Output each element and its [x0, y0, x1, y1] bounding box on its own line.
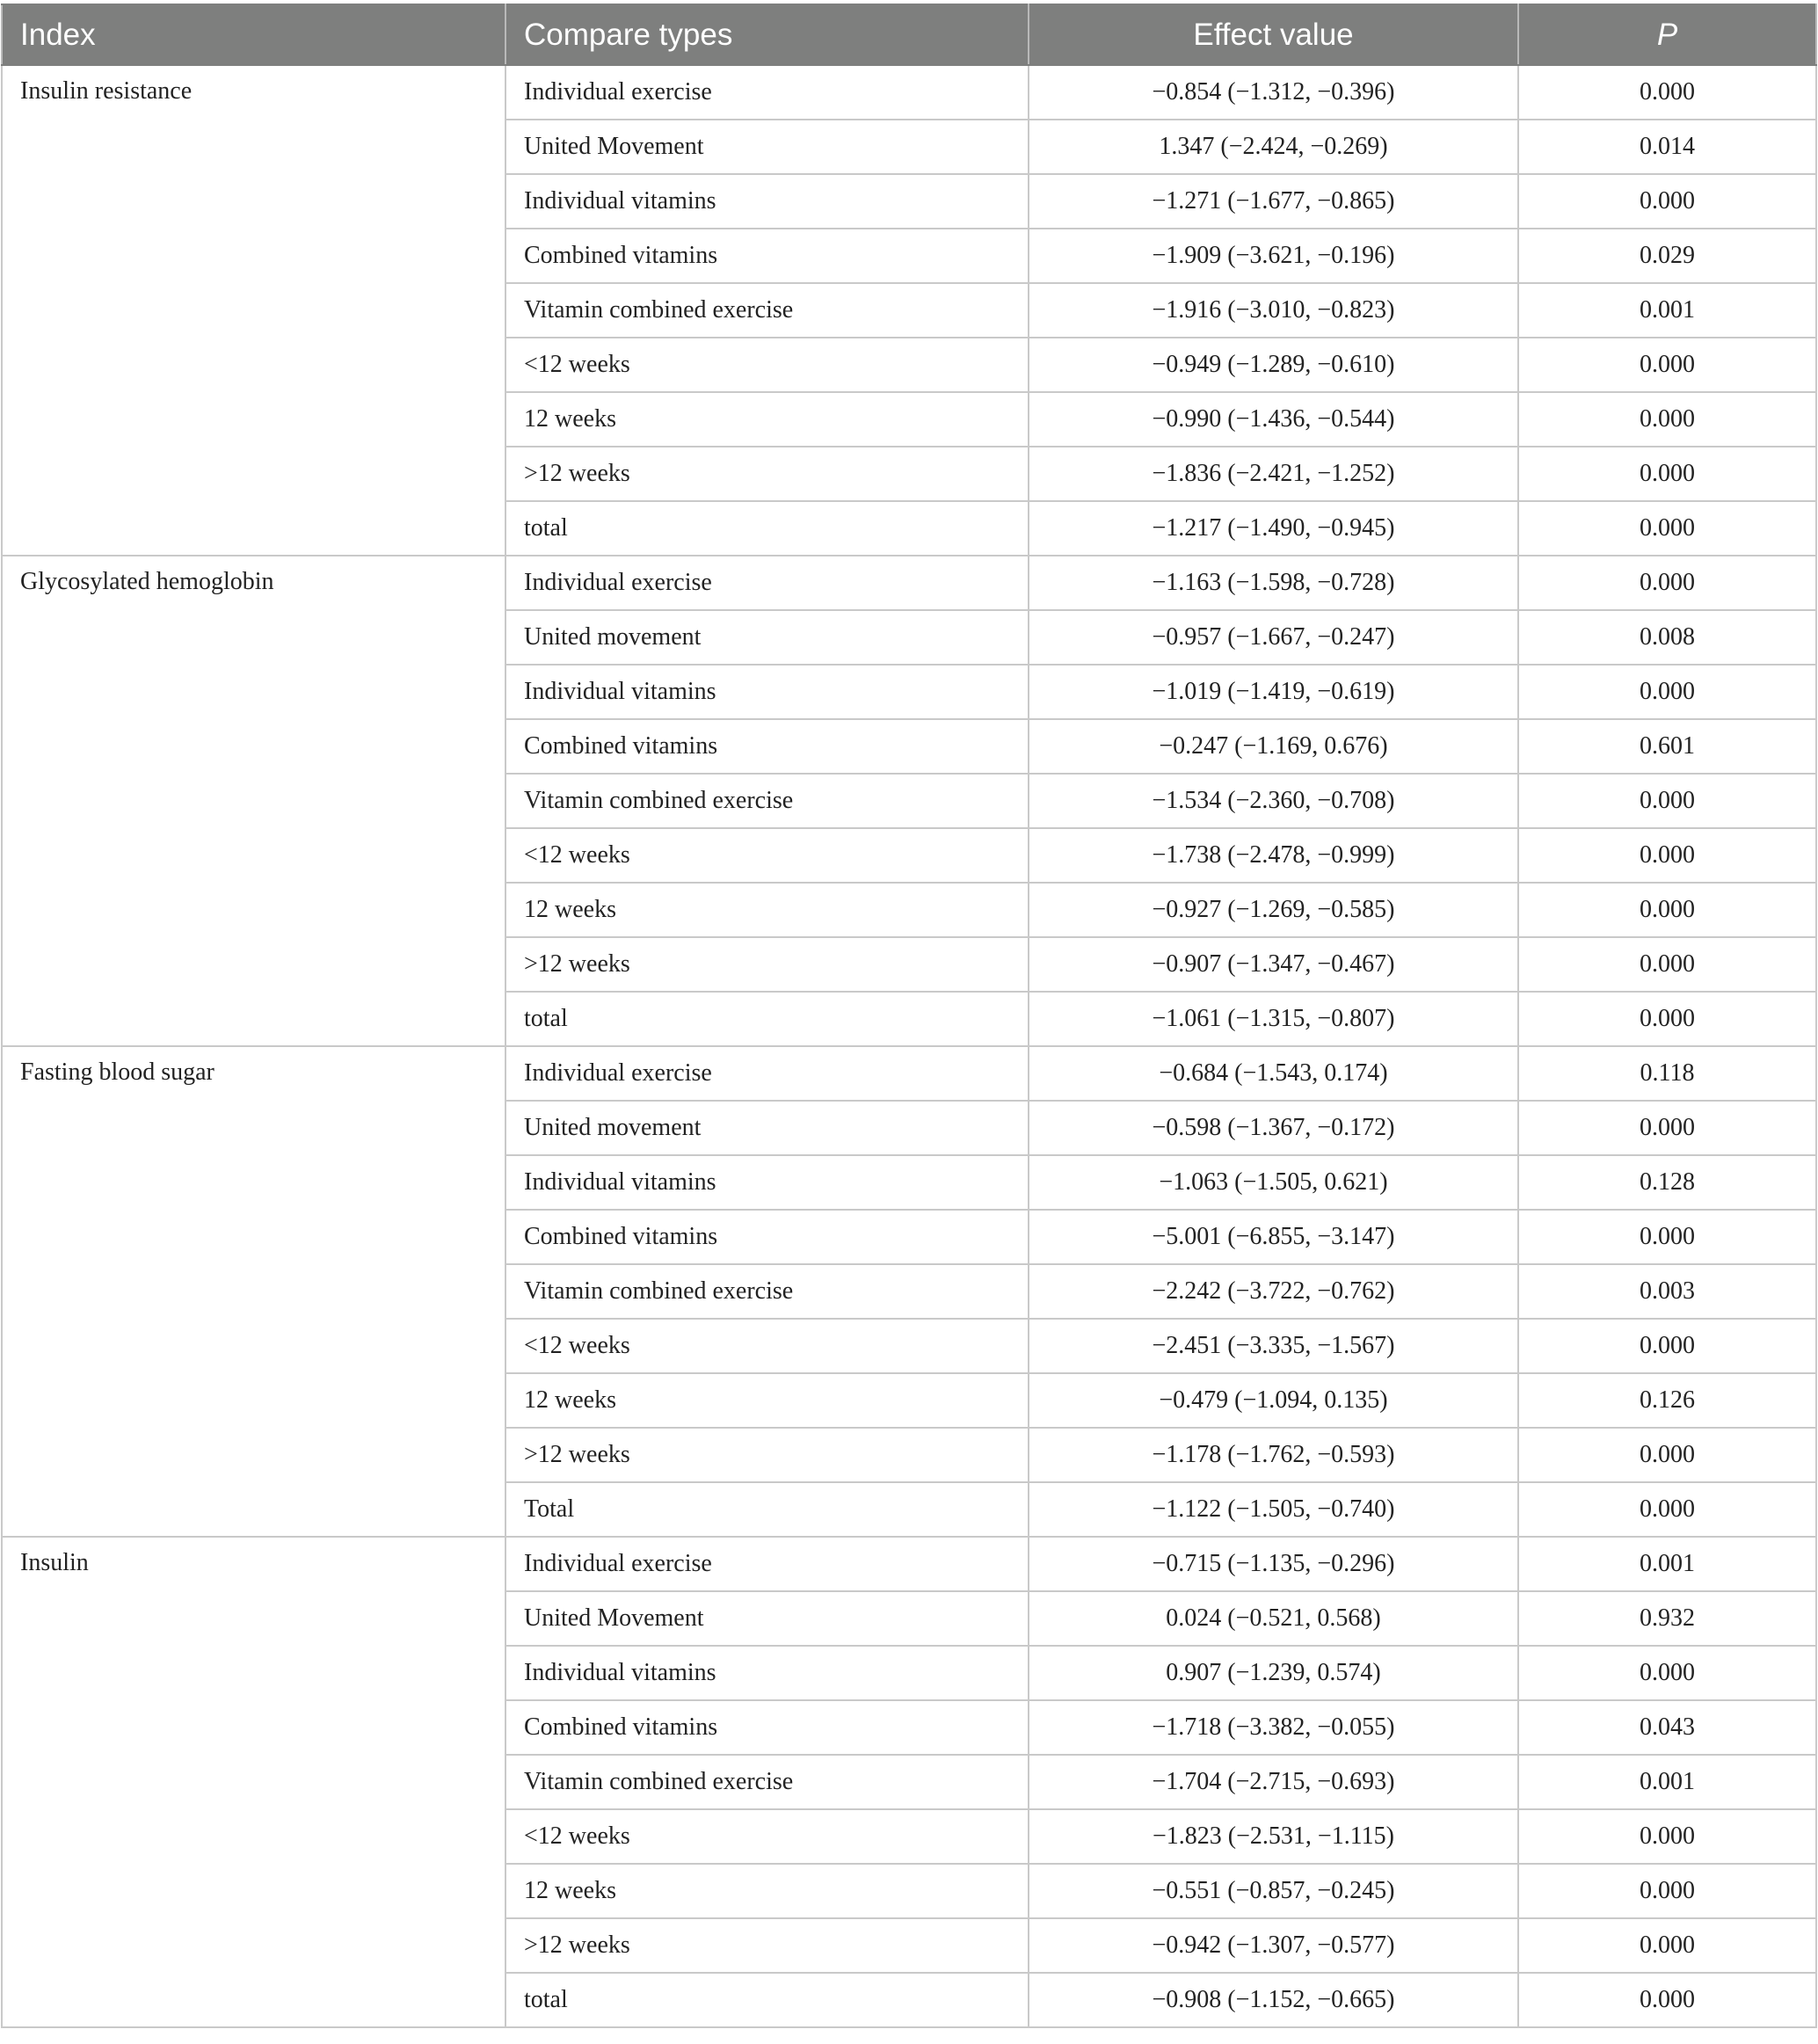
compare-type-cell: >12 weeks — [505, 937, 1029, 992]
p-value-cell: 0.000 — [1518, 556, 1816, 610]
compare-type-cell: 12 weeks — [505, 1373, 1029, 1428]
compare-type-cell: Vitamin combined exercise — [505, 1755, 1029, 1809]
p-value-cell: 0.001 — [1518, 1537, 1816, 1591]
compare-type-cell: Vitamin combined exercise — [505, 1264, 1029, 1319]
effect-value-cell: −0.949 (−1.289, −0.610) — [1029, 338, 1518, 392]
compare-type-cell: Combined vitamins — [505, 1210, 1029, 1264]
table-header — [2, 4, 1816, 65]
effect-value-cell: −0.715 (−1.135, −0.296) — [1029, 1537, 1518, 1591]
p-value-cell: 0.932 — [1518, 1591, 1816, 1646]
compare-type-cell: Individual vitamins — [505, 1155, 1029, 1210]
p-value-cell: 0.000 — [1518, 774, 1816, 828]
p-value-cell: 0.000 — [1518, 338, 1816, 392]
p-value-cell: 0.000 — [1518, 937, 1816, 992]
p-value-cell: 0.000 — [1518, 665, 1816, 719]
compare-type-cell: <12 weeks — [505, 1319, 1029, 1373]
effect-value-cell: −0.854 (−1.312, −0.396) — [1029, 65, 1518, 120]
effect-value-cell: −0.907 (−1.347, −0.467) — [1029, 937, 1518, 992]
compare-type-cell: >12 weeks — [505, 447, 1029, 501]
effect-value-cell: −1.738 (−2.478, −0.999) — [1029, 828, 1518, 883]
compare-type-cell: Individual vitamins — [505, 665, 1029, 719]
compare-type-cell: Individual vitamins — [505, 1646, 1029, 1700]
effect-value-cell: −2.451 (−3.335, −1.567) — [1029, 1319, 1518, 1373]
compare-type-cell: Combined vitamins — [505, 229, 1029, 283]
compare-type-cell: Vitamin combined exercise — [505, 283, 1029, 338]
effect-value-cell: −0.908 (−1.152, −0.665) — [1029, 1973, 1518, 2027]
compare-type-cell: Individual vitamins — [505, 174, 1029, 229]
compare-type-cell: >12 weeks — [505, 1428, 1029, 1482]
effect-value-cell: 1.347 (−2.424, −0.269) — [1029, 120, 1518, 174]
effect-value-cell: −1.534 (−2.360, −0.708) — [1029, 774, 1518, 828]
p-value-cell: 0.000 — [1518, 1319, 1816, 1373]
compare-type-cell: Individual exercise — [505, 1046, 1029, 1101]
effect-value-cell: −1.909 (−3.621, −0.196) — [1029, 229, 1518, 283]
effect-value-cell: −1.178 (−1.762, −0.593) — [1029, 1428, 1518, 1482]
compare-type-cell: <12 weeks — [505, 1809, 1029, 1864]
table-body — [2, 65, 1816, 2027]
compare-type-cell: <12 weeks — [505, 828, 1029, 883]
effect-value-cell: 0.907 (−1.239, 0.574) — [1029, 1646, 1518, 1700]
effect-value-cell: 0.024 (−0.521, 0.568) — [1029, 1591, 1518, 1646]
effect-value-cell: −5.001 (−6.855, −3.147) — [1029, 1210, 1518, 1264]
compare-type-cell: United Movement — [505, 120, 1029, 174]
compare-type-cell: Vitamin combined exercise — [505, 774, 1029, 828]
p-value-cell: 0.000 — [1518, 828, 1816, 883]
p-value-cell: 0.126 — [1518, 1373, 1816, 1428]
p-value-cell: 0.118 — [1518, 1046, 1816, 1101]
effect-value-cell: −1.823 (−2.531, −1.115) — [1029, 1809, 1518, 1864]
compare-type-cell: total — [505, 1973, 1029, 2027]
table-row — [2, 1046, 1816, 1101]
p-value-cell: 0.000 — [1518, 1428, 1816, 1482]
compare-type-cell: 12 weeks — [505, 883, 1029, 937]
effect-value-cell: −0.942 (−1.307, −0.577) — [1029, 1918, 1518, 1973]
effect-value-cell: −1.217 (−1.490, −0.945) — [1029, 501, 1518, 556]
effect-value-cell: −1.163 (−1.598, −0.728) — [1029, 556, 1518, 610]
header-effect-value: Effect value — [1029, 4, 1518, 65]
index-cell: Fasting blood sugar — [2, 1046, 505, 1537]
compare-type-cell: Total — [505, 1482, 1029, 1537]
compare-type-cell: Combined vitamins — [505, 719, 1029, 774]
compare-type-cell: United Movement — [505, 1591, 1029, 1646]
compare-type-cell: <12 weeks — [505, 338, 1029, 392]
p-value-cell: 0.000 — [1518, 174, 1816, 229]
effect-value-cell: −1.122 (−1.505, −0.740) — [1029, 1482, 1518, 1537]
table-row — [2, 556, 1816, 610]
p-value-cell: 0.000 — [1518, 65, 1816, 120]
compare-type-cell: United movement — [505, 1101, 1029, 1155]
compare-type-cell: Combined vitamins — [505, 1700, 1029, 1755]
effect-value-cell: −0.247 (−1.169, 0.676) — [1029, 719, 1518, 774]
p-value-cell: 0.000 — [1518, 447, 1816, 501]
p-value-cell: 0.001 — [1518, 283, 1816, 338]
effect-value-cell: −1.019 (−1.419, −0.619) — [1029, 665, 1518, 719]
effect-value-cell: −0.479 (−1.094, 0.135) — [1029, 1373, 1518, 1428]
effect-value-cell: −0.990 (−1.436, −0.544) — [1029, 392, 1518, 447]
compare-type-cell: 12 weeks — [505, 392, 1029, 447]
effect-value-cell: −0.957 (−1.667, −0.247) — [1029, 610, 1518, 665]
header-compare-types: Compare types — [505, 4, 1029, 65]
effect-value-cell: −1.704 (−2.715, −0.693) — [1029, 1755, 1518, 1809]
p-value-cell: 0.014 — [1518, 120, 1816, 174]
index-cell: Insulin — [2, 1537, 505, 2027]
p-value-cell: 0.000 — [1518, 392, 1816, 447]
p-value-cell: 0.000 — [1518, 1210, 1816, 1264]
header-index: Index — [2, 4, 505, 65]
results-table — [1, 4, 1817, 2028]
p-value-cell: 0.003 — [1518, 1264, 1816, 1319]
effect-value-cell: −0.927 (−1.269, −0.585) — [1029, 883, 1518, 937]
compare-type-cell: >12 weeks — [505, 1918, 1029, 1973]
effect-value-cell: −2.242 (−3.722, −0.762) — [1029, 1264, 1518, 1319]
compare-type-cell: 12 weeks — [505, 1864, 1029, 1918]
p-value-cell: 0.008 — [1518, 610, 1816, 665]
p-value-cell: 0.001 — [1518, 1755, 1816, 1809]
effect-value-cell: −0.684 (−1.543, 0.174) — [1029, 1046, 1518, 1101]
compare-type-cell: Individual exercise — [505, 1537, 1029, 1591]
effect-value-cell: −0.598 (−1.367, −0.172) — [1029, 1101, 1518, 1155]
index-cell: Glycosylated hemoglobin — [2, 556, 505, 1046]
p-value-cell: 0.029 — [1518, 229, 1816, 283]
compare-type-cell: Individual exercise — [505, 65, 1029, 120]
effect-value-cell: −1.061 (−1.315, −0.807) — [1029, 992, 1518, 1046]
p-value-cell: 0.000 — [1518, 1973, 1816, 2027]
effect-value-cell: −1.271 (−1.677, −0.865) — [1029, 174, 1518, 229]
p-value-cell: 0.000 — [1518, 1864, 1816, 1918]
p-value-cell: 0.000 — [1518, 1646, 1816, 1700]
p-value-cell: 0.000 — [1518, 1809, 1816, 1864]
effect-value-cell: −0.551 (−0.857, −0.245) — [1029, 1864, 1518, 1918]
p-value-cell: 0.000 — [1518, 1482, 1816, 1537]
p-value-cell: 0.000 — [1518, 501, 1816, 556]
header-p: P — [1518, 4, 1816, 65]
effect-value-cell: −1.063 (−1.505, 0.621) — [1029, 1155, 1518, 1210]
p-value-cell: 0.000 — [1518, 1918, 1816, 1973]
index-cell: Insulin resistance — [2, 65, 505, 556]
p-value-cell: 0.000 — [1518, 992, 1816, 1046]
p-value-cell: 0.000 — [1518, 1101, 1816, 1155]
compare-type-cell: total — [505, 501, 1029, 556]
p-value-cell: 0.601 — [1518, 719, 1816, 774]
effect-value-cell: −1.916 (−3.010, −0.823) — [1029, 283, 1518, 338]
table-row — [2, 1537, 1816, 1591]
compare-type-cell: Individual exercise — [505, 556, 1029, 610]
effect-value-cell: −1.836 (−2.421, −1.252) — [1029, 447, 1518, 501]
table-row — [2, 65, 1816, 120]
compare-type-cell: United movement — [505, 610, 1029, 665]
p-value-cell: 0.128 — [1518, 1155, 1816, 1210]
p-value-cell: 0.000 — [1518, 883, 1816, 937]
effect-value-cell: −1.718 (−3.382, −0.055) — [1029, 1700, 1518, 1755]
p-value-cell: 0.043 — [1518, 1700, 1816, 1755]
compare-type-cell: total — [505, 992, 1029, 1046]
header-row — [2, 4, 1816, 65]
